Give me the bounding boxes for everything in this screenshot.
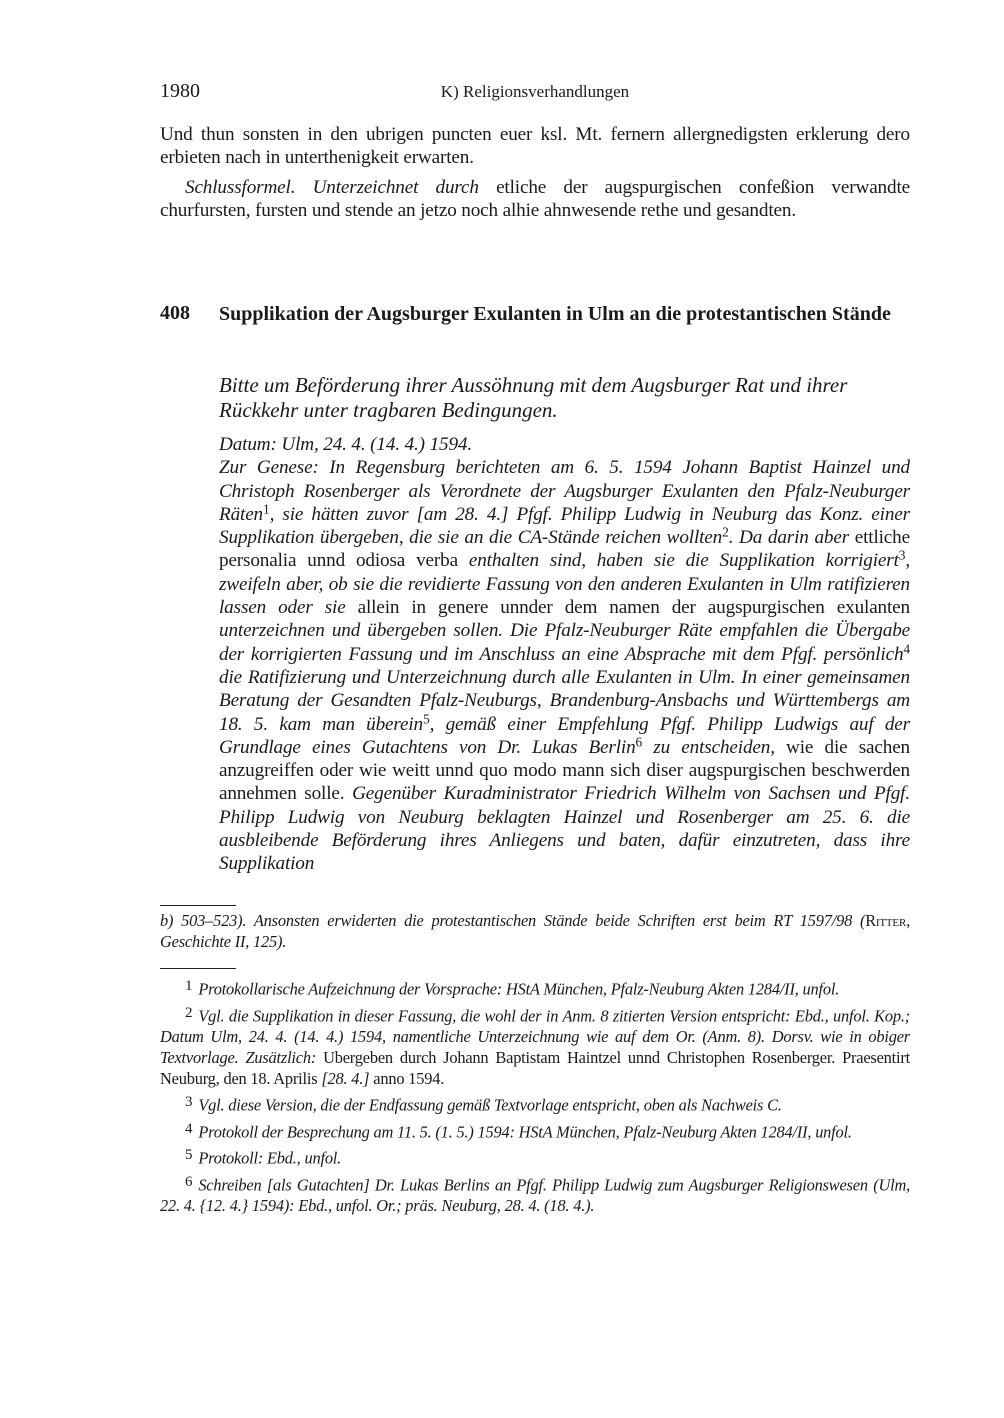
footnote-5 [160, 1145, 910, 1169]
footnote-6 [160, 1172, 910, 1217]
footnote-divider [160, 905, 236, 906]
footnotes [160, 976, 910, 1219]
footnote-divider [160, 968, 236, 969]
text-run: , gemäß einer Empfehlung Pfgf. Philipp Ludwigs auf der Grundlage eines Gutachtens von Dr. Lukas Berlin [219, 713, 910, 758]
text-run: b) 503–523). Ansonsten erwiderten die protestantischen Stände beide Schriften erst beim RT 1597/98 ( [160, 911, 866, 930]
running-title: K) Religionsverhandlungen [440, 82, 630, 101]
text-run: Schlussformel. Unterzeichnet durch [185, 177, 497, 198]
footnote-mark: 2 [185, 1004, 193, 1021]
footnote-reference: 1 [263, 501, 270, 517]
text-run: Und thun sonsten in den ubrigen puncten euer ksl. Mt. fernern allergnedigsten erklerung dero erbieten nach in unterthenigkeit erwarten. [160, 124, 910, 169]
text-run: Protokoll: Ebd., unfol. [198, 1148, 342, 1168]
page-number: 1980 [160, 80, 200, 102]
footnote-text [198, 1149, 341, 1168]
footnote-reference: 4 [903, 640, 910, 656]
footnote-3 [160, 1092, 910, 1116]
text-run: zu entscheiden, [642, 736, 787, 758]
text-run: Vgl. diese Version, die der Endfassung gemäß Textvorlage entspricht, oben als Nachweis C. [198, 1095, 782, 1115]
text-run: Ritter [865, 911, 907, 930]
text-run: , sie hätten zuvor [am 28. 4.] Pfgf. Philipp Ludwig in Neuburg das Konz. einer Supplikation übergeben, die sie an die CA-Stände reichen wollten [219, 503, 910, 549]
genesis-paragraph [219, 456, 910, 875]
text-run: Vgl. die Supplikation in dieser Fassung, die wohl der in Anm. 8 zitierten Version entspricht: Ebd., unfol. Kop.; Datum Ulm, 24. 4. (14. 4.) 1594, namentliche Unterzeichnung wie auf dem Or. (Anm. 8). Dorsv. wie in obiger Textvorlage. Zusätzlich: [160, 1006, 910, 1067]
text-run: etliche der augspurgischen confeßion verwandte churfursten, fursten und stende an jetzo noch alhie ahnwesende rethe und gesandten. [160, 177, 910, 222]
footnote-text [198, 980, 839, 999]
text-run: Protokoll der Besprechung am 11. 5. (1. 5.) 1594: HStA München, Pfalz-Neuburg Akten 1284/II, unfol. [198, 1122, 852, 1141]
text-run: , Geschichte II, 125). [160, 911, 910, 951]
footnote-reference: 6 [635, 734, 643, 750]
footnote-text [160, 1175, 910, 1215]
text-run: die Ratifizierung und Unterzeichnung durch alle Exulanten in Ulm. In einer gemeinsamen Beratung der Gesandten Pfalz-Neuburgs, Brandenburg-Ansbachs und Württembergs am 18. 5. kam man überein [219, 666, 910, 735]
footnote-1 [160, 976, 910, 1000]
footnote-mark: 4 [185, 1120, 193, 1137]
document-commentary [219, 433, 910, 876]
text-run: . Da darin aber [728, 527, 855, 549]
footnote-reference: 5 [423, 710, 430, 726]
text-run: allein in genere unnder dem namen der augspurgischen exulanten [357, 597, 910, 619]
document-number: 408 [160, 302, 190, 324]
document-summary: Bitte um Beförderung ihrer Aussöhnung mit dem Augsburger Rat und ihrer Rückkehr unter tragbaren Bedingungen. [219, 373, 848, 422]
text-run: Gegenüber Kuradministrator Friedrich Wilhelm von Sachsen und Pfgf. Philipp Ludwig von Neuburg beklagten Hainzel und Rosenberger am 25. 6. die ausbleibende Beförderung ihres Anliegens und baten, dafür einzutreten, dass ihre Supplikation [219, 783, 910, 875]
footnote-4 [160, 1119, 910, 1143]
text-run: , zweifeln aber, ob sie die revidierte Fassung von den anderen Exulanten in Ulm ratifizieren lassen oder sie [219, 550, 910, 619]
text-run: ettliche personalia unnd odiosa verba [219, 527, 910, 572]
carryover-footnote [160, 910, 910, 952]
intro-paragraph [160, 123, 910, 170]
footnote-mark: 5 [185, 1147, 193, 1163]
footnote-text [160, 1006, 910, 1088]
text-run: anno 1594. [373, 1069, 445, 1088]
footnote-reference: 2 [722, 524, 729, 540]
document-date: Datum: Ulm, 24. 4. (14. 4.) 1594. [219, 434, 472, 455]
text-run: Schreiben [als Gutachten] Dr. Lukas Berlins an Pfgf. Philipp Ludwig zum Augsburger Religionswesen (Ulm, 22. 4. {12. 4.} 1594): Ebd., unfol. Or.; präs. Neuburg, 28. 4. (18. 4.). [160, 1175, 910, 1215]
footnote-mark: 1 [185, 978, 193, 994]
text-run: [28. 4.] [321, 1069, 374, 1088]
footnote-mark: 6 [185, 1173, 193, 1190]
footnote-text [198, 1122, 851, 1141]
text-run: unterzeichnen und übergeben sollen. Die Pfalz-Neuburger Räte empfahlen die Übergabe der korrigierten Fassung und im Anschluss an eine Absprache mit dem Pfgf. persönlich [219, 620, 910, 665]
text-run: Protokollarische Aufzeichnung der Vorsprache: HStA München, Pfalz-Neuburg Akten 1284/II, unfol. [198, 979, 840, 999]
text-run: enthalten sind, haben sie die Supplikation korrigiert [468, 550, 899, 572]
footnote-reference: 3 [898, 547, 906, 563]
text-run: Zur Genese: In Regensburg berichteten am 6. 5. 1594 Johann Baptist Hainzel und Christoph Rosenberger als Verordnete der Augsburger Exulanten den Pfalz-Neuburger Räten [219, 457, 910, 525]
footnote-text [198, 1096, 781, 1115]
text-run: Ubergeben durch Johann Baptistam Haintzel unnd Christophen Rosenberger. Praesentirt Neuburg, den 18. Aprilis [160, 1048, 910, 1088]
closing-formula-paragraph [160, 176, 910, 223]
footnote-2 [160, 1003, 910, 1090]
text-run: wie die sachen anzugreiffen oder wie weitt unnd quo modo mann sich diser augspurgischen beschwerden annehmen solle. [219, 736, 910, 805]
footnote-mark: 3 [185, 1094, 193, 1110]
document-title: Supplikation der Augsburger Exulanten in Ulm an die protestantischen Stände [219, 303, 891, 325]
